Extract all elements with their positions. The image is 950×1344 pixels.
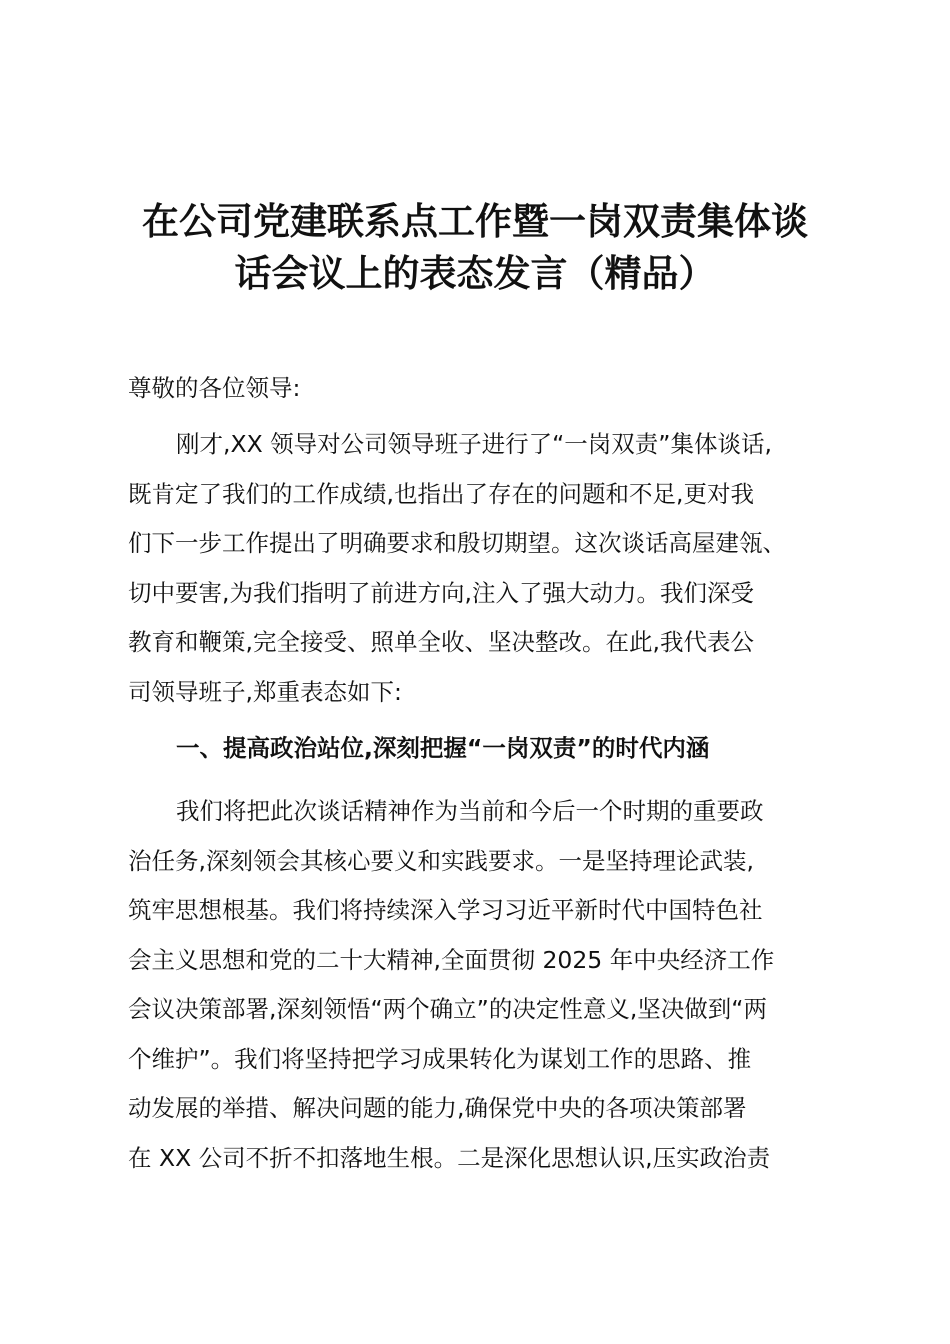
paragraph-line: 筑牢思想根基。我们将持续深入学习习近平新时代中国特色社	[128, 896, 763, 924]
paragraph-line: 刚才,XX 领导对公司领导班子进行了“一岗双责”集体谈话,	[176, 430, 772, 458]
paragraph-intro	[128, 420, 828, 717]
title-line: 在公司党建联系点工作暨一岗双责集体谈	[142, 200, 808, 243]
paragraph-line: 个维护”。我们将坚持把学习成果转化为谋划工作的思路、推	[128, 1044, 752, 1073]
paragraph-line: 司领导班子,郑重表态如下:	[128, 677, 402, 706]
salutation: 尊敬的各位领导:	[128, 374, 301, 402]
title-line: 话会议上的表态发言（精品）	[234, 252, 716, 295]
paragraph-line: 我们将把此次谈话精神作为当前和今后一个时期的重要政	[176, 797, 764, 825]
paragraph-line: 会议决策部署,深刻领悟“两个确立”的决定性意义,坚决做到“两	[128, 995, 767, 1023]
section-heading: 一、提高政治站位,深刻把握“一岗双责”的时代内涵	[176, 734, 710, 762]
paragraph-section1	[128, 787, 828, 1183]
paragraph-line: 既肯定了我们的工作成绩,也指出了存在的问题和不足,更对我	[128, 479, 754, 508]
document-title	[120, 196, 830, 300]
paragraph-line: 教育和鞭策,完全接受、照单全收、坚决整改。在此,我代表公	[128, 628, 754, 656]
paragraph-line: 在 XX 公司不折不扣落地生根。二是深化思想认识,压实政治责	[128, 1143, 771, 1172]
paragraph-line: 们下一步工作提出了明确要求和殷切期望。这次谈话高屋建瓴、	[128, 529, 786, 557]
paragraph-line: 治任务,深刻领会其核心要义和实践要求。一是坚持理论武装,	[128, 846, 754, 875]
paragraph-line: 切中要害,为我们指明了前进方向,注入了强大动力。我们深受	[128, 578, 754, 607]
paragraph-line: 动发展的举措、解决问题的能力,确保党中央的各项决策部署	[128, 1094, 747, 1122]
paragraph-line: 会主义思想和党的二十大精神,全面贯彻 2025 年中央经济工作	[128, 945, 775, 974]
